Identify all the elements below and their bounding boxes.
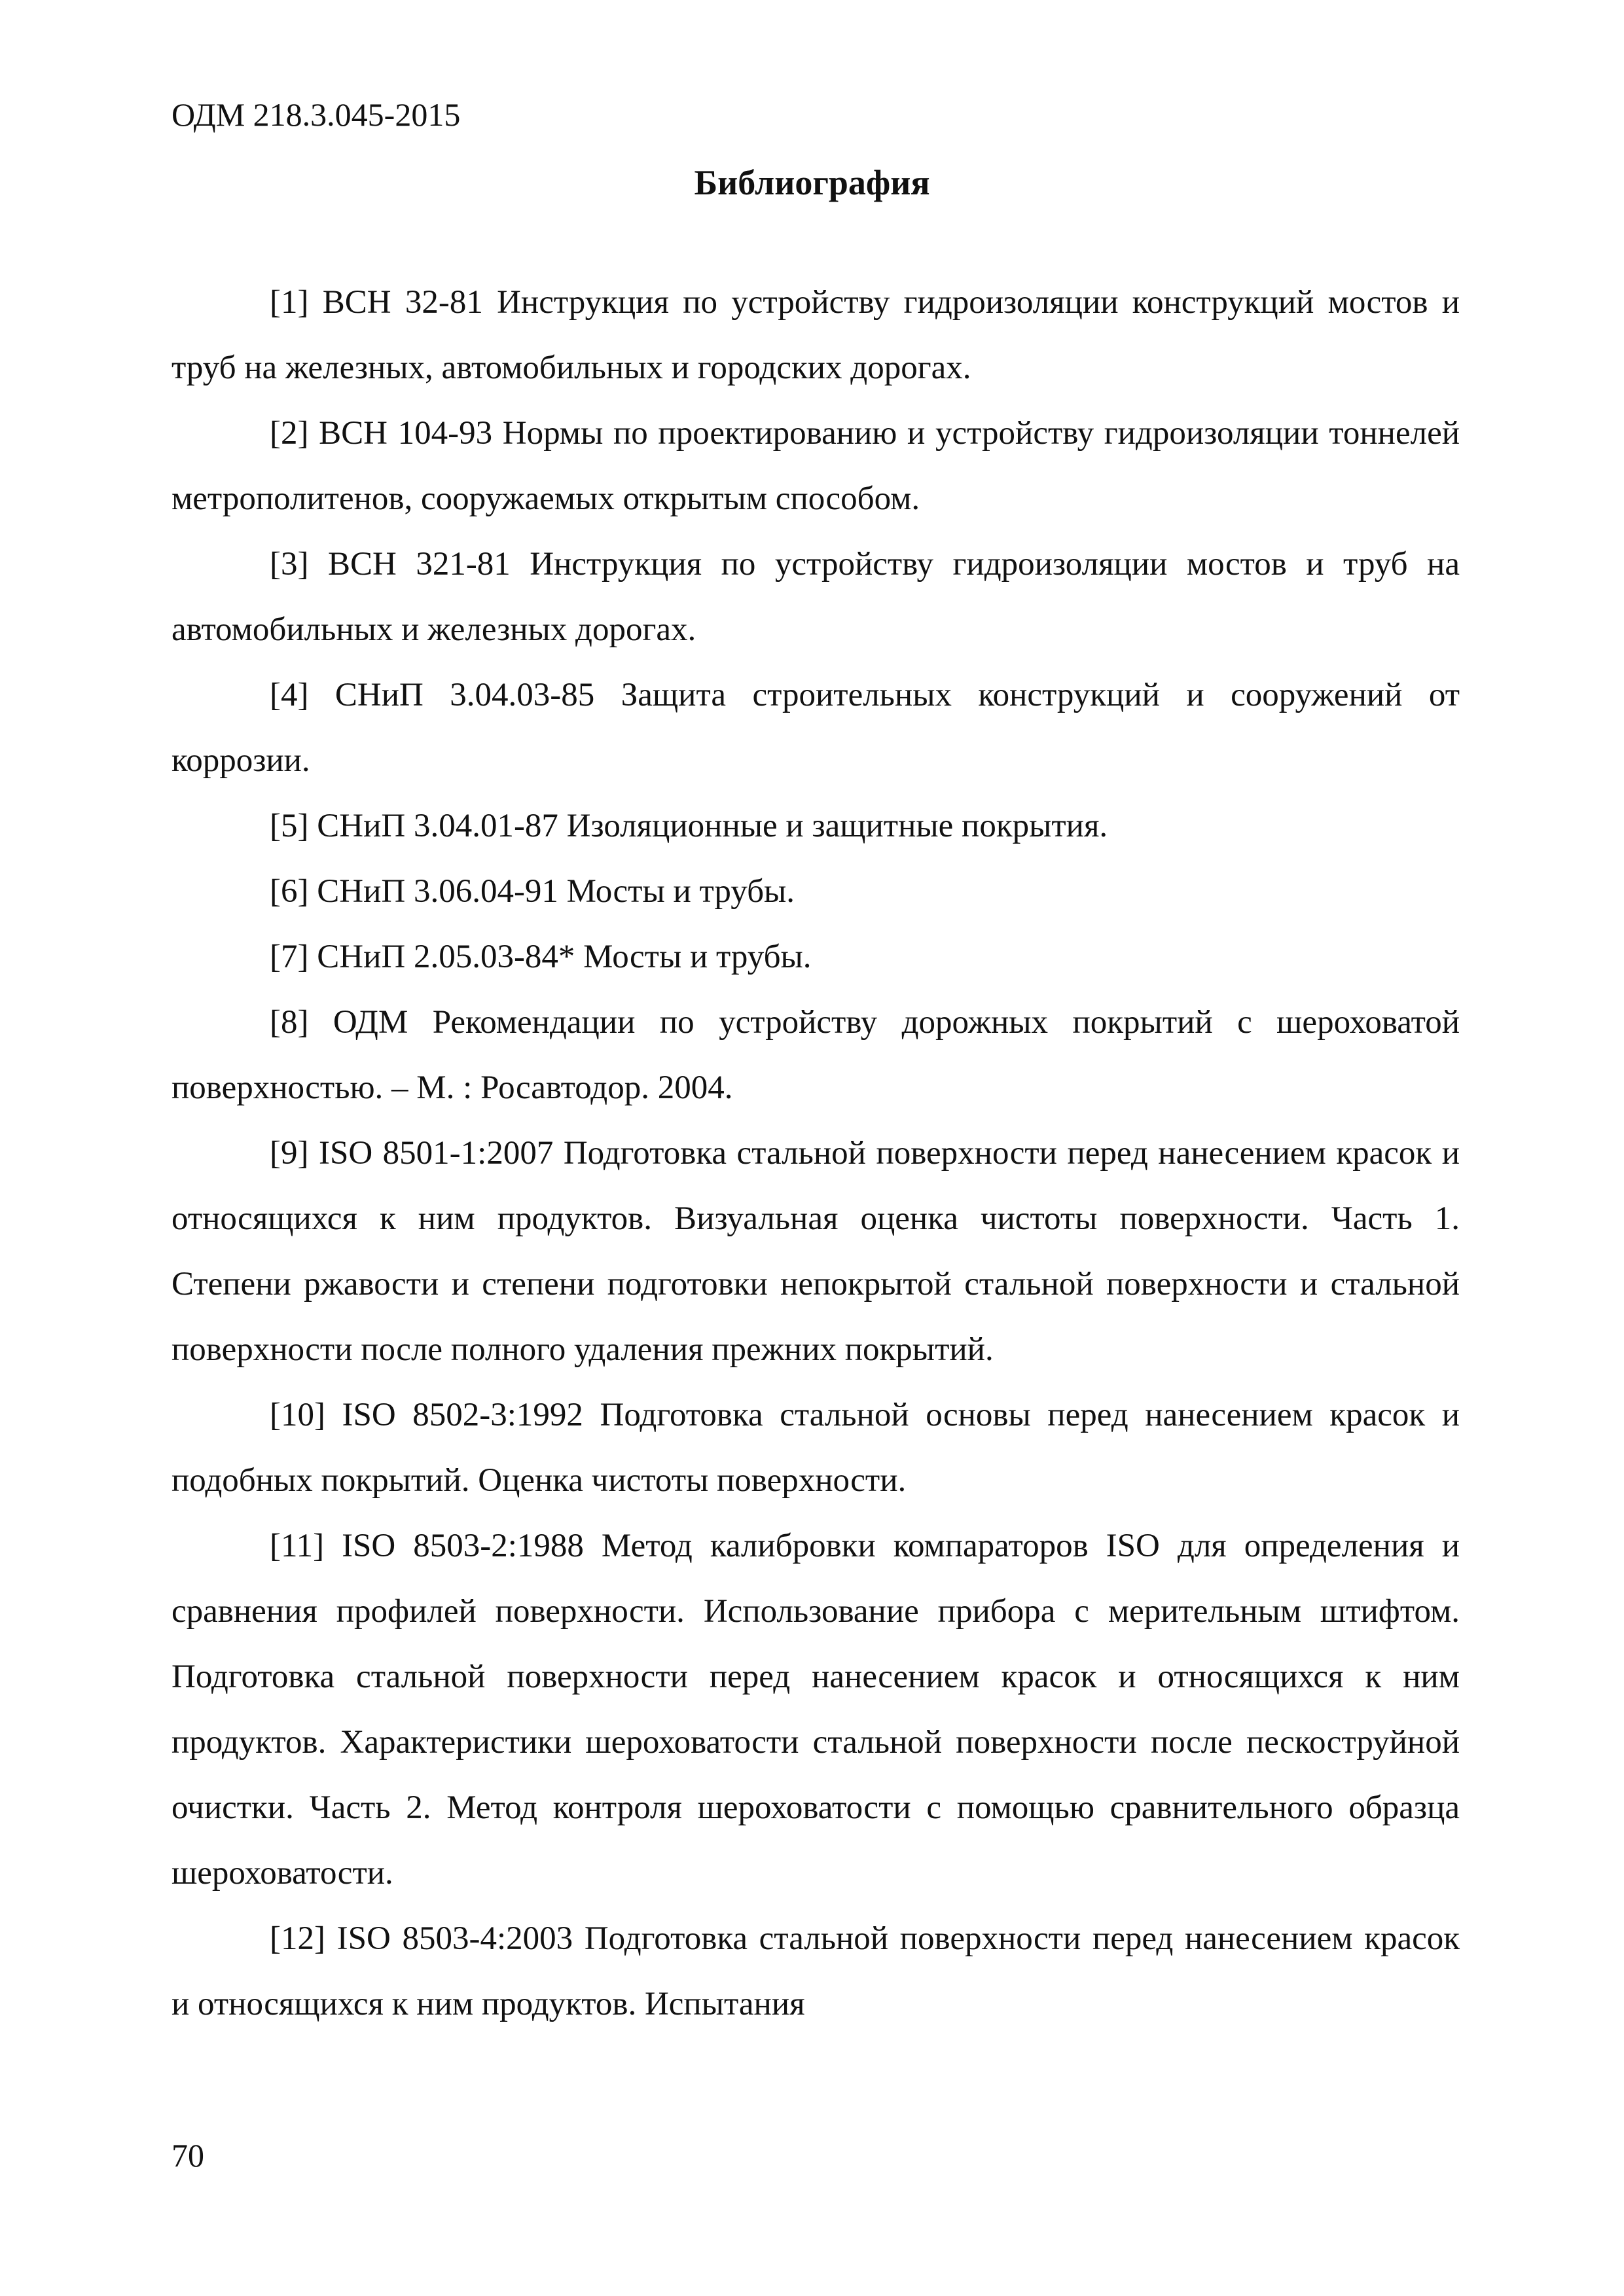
bibliography-entry: [4] СНиП 3.04.03-85 Защита строительных конструкций и сооружений от коррозии.	[171, 677, 1460, 779]
bibliography-entry: [1] ВСН 32-81 Инструкция по устройству гидроизоляции конструкций мостов и труб на железных, автомобильных и городских дорогах.	[171, 284, 1460, 386]
document-code: ОДМ 218.3.045-2015	[171, 96, 461, 133]
page-title: Библиография	[694, 163, 930, 202]
bibliography-entry: [2] ВСН 104-93 Нормы по проектированию и устройству гидроизоляции тоннелей метрополитенов, сооружаемых открытым способом.	[171, 415, 1460, 517]
bibliography-entry: [9] ISO 8501-1:2007 Подготовка стальной поверхности перед нанесением красок и относящихся к ним продуктов. Визуальная оценка чистоты поверхности. Часть 1. Степени ржавости и степени подготовки непокрытой стальной поверхности и стальной поверхности после полного удаления прежних покрытий.	[171, 1135, 1460, 1368]
bibliography-entry: [3] ВСН 321-81 Инструкция по устройству гидроизоляции мостов и труб на автомобильных и железных дорогах.	[171, 546, 1460, 648]
bibliography-entry: [6] СНиП 3.06.04-91 Мосты и трубы.	[270, 873, 795, 910]
bibliography-entry: [10] ISO 8502-3:1992 Подготовка стальной основы перед нанесением красок и подобных покрытий. Оценка чистоты поверхности.	[171, 1397, 1460, 1499]
bibliography-entry: [7] СНиП 2.05.03-84* Мосты и трубы.	[270, 939, 812, 975]
bibliography-entry: [5] СНиП 3.04.01-87 Изоляционные и защитные покрытия.	[270, 808, 1108, 844]
bibliography-entry: [12] ISO 8503-4:2003 Подготовка стальной поверхности перед нанесением красок и относящихся к ним продуктов. Испытания	[171, 1920, 1460, 2022]
page-number: 70	[171, 2137, 204, 2174]
bibliography-list	[171, 270, 1460, 2037]
bibliography-entry: [11] ISO 8503-2:1988 Метод калибровки компараторов ISO для определения и сравнения профилей поверхности. Использование прибора с мерительным штифтом. Подготовка стальной поверхности перед нанесением красок и относящихся к ним продуктов. Характеристики шероховатости стальной поверхности после пескоструйной очистки. Часть 2. Метод контроля шероховатости с помощью сравнительного образца шероховатости.	[171, 1528, 1460, 1892]
bibliography-entry: [8] ОДМ Рекомендации по устройству дорожных покрытий с шероховатой поверхностью. – М. : Росавтодор. 2004.	[171, 1004, 1460, 1106]
